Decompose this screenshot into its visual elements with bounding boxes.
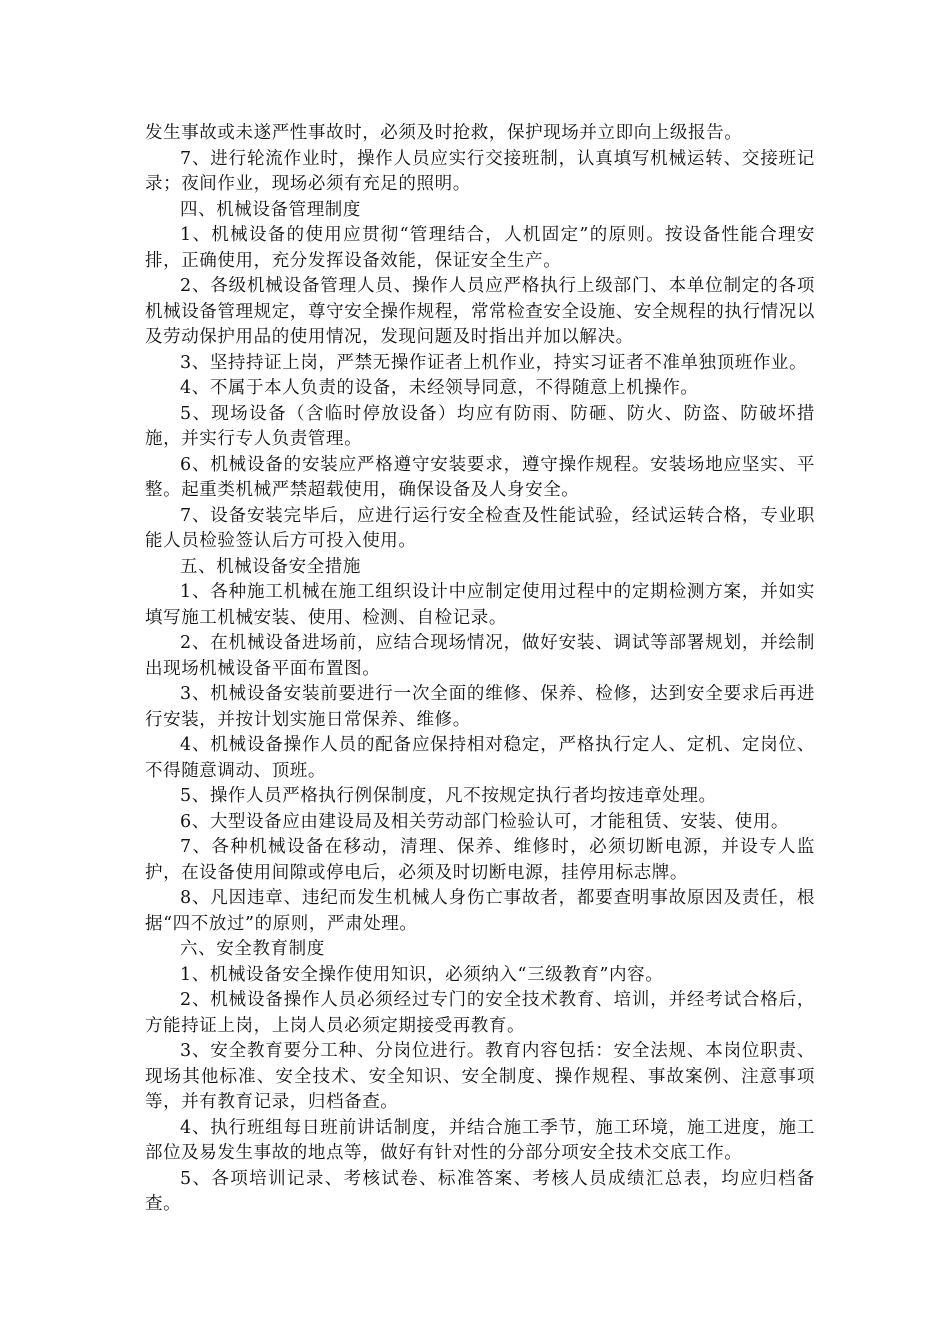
document-body (145, 121, 815, 1218)
paragraph-measures-2: 2、在机械设备进场前，应结合现场情况，做好安装、调试等部署规划，并绘制出现场机械设备平面布置图。 (145, 633, 815, 679)
paragraph-measures-1: 1、各种施工机械在施工组织设计中应制定使用过程中的定期检测方案，并如实填写施工机械安装、使用、检测、自检记录。 (145, 582, 815, 628)
paragraph-management-3: 3、坚持持证上岗，严禁无操作证者上机作业，持实习证者不准单独顶班作业。 (180, 352, 808, 373)
section-heading-equipment-management: 四、机械设备管理制度 (180, 199, 361, 220)
paragraph-accident-report: 发生事故或未遂严性事故时，必须及时抢救，保护现场并立即向上级报告。 (145, 123, 743, 143)
paragraph-management-2: 2、各级机械设备管理人员、操作人员应严格执行上级部门、本单位制定的各项机械设备管理规定，尊守安全操作规程，常常检查安全设施、安全规程的执行情况以及劳动保护用品的使用情况，发现问题及时指出并加以解决。 (145, 276, 815, 347)
section-heading-safety-measures: 五、机械设备安全措施 (180, 556, 361, 577)
paragraph-education-4: 4、执行班组每日班前讲话制度，并结合施工季节，施工环境，施工进度，施工部位及易发生事故的地点等，做好有针对性的分部分项安全技术交底工作。 (145, 1117, 815, 1163)
paragraph-measures-8: 8、凡因违章、违纪而发生机械人身伤亡事故者，都要查明事故原因及责任，根据“四不放过”的原则，严肃处理。 (145, 888, 815, 934)
paragraph-management-4: 4、不属于本人负责的设备，未经领导同意，不得随意上机操作。 (180, 378, 699, 398)
paragraph-education-3: 3、安全教育要分工种、分岗位进行。教育内容包括：安全法规、本岗位职责、现场其他标准、安全技术、安全知识、安全制度、操作规程、事故案例、注意事项等，并有教育记录，归档备查。 (145, 1041, 815, 1112)
paragraph-measures-5: 5、操作人员严格执行例保制度，凡不按规定执行者均按违章处理。 (180, 786, 717, 806)
paragraph-education-2: 2、机械设备操作人员必须经过专门的安全技术教育、培训，并经考试合格后，方能持证上岗，上岗人员必须定期接受再教育。 (145, 990, 815, 1036)
paragraph-management-5: 5、现场设备（含临时停放设备）均应有防雨、防砸、防火、防盗、防破坏措施，并实行专人负责管理。 (145, 403, 815, 449)
paragraph-measures-4: 4、机械设备操作人员的配备应保持相对稳定，严格执行定人、定机、定岗位、不得随意调动、顶班。 (145, 735, 815, 781)
paragraph-education-1: 1、机械设备安全操作使用知识，必须纳入“三级教育”内容。 (180, 964, 664, 985)
paragraph-management-7: 7、设备安装完毕后，应进行运行安全检查及性能试验，经试运转合格，专业职能人员检验签认后方可投入使用。 (145, 505, 815, 551)
paragraph-shift-handover: 7、进行轮流作业时，操作人员应实行交接班制，认真填写机械运转、交接班记录；夜间作业，现场必须有充足的照明。 (145, 148, 815, 194)
paragraph-measures-7: 7、各种机械设备在移动，清理、保养、维修时，必须切断电源，并设专人监护，在设备使用间隙或停电后，必须及时切断电源，挂停用标志牌。 (145, 837, 815, 883)
paragraph-measures-6: 6、大型设备应由建设局及相关劳动部门检验认可，才能租赁、安装、使用。 (180, 811, 790, 832)
paragraph-management-1: 1、机械设备的使用应贯彻“管理结合，人机固定”的原则。按设备性能合理安排，正确使用，充分发挥设备效能，保证安全生产。 (145, 225, 815, 271)
section-heading-safety-education: 六、安全教育制度 (180, 939, 325, 959)
paragraph-measures-3: 3、机械设备安装前要进行一次全面的维修、保养、检修，达到安全要求后再进行安装，并按计划实施日常保养、维修。 (145, 684, 815, 730)
paragraph-education-5: 5、各项培训记录、考核试卷、标准答案、考核人员成绩汇总表，均应归档备查。 (145, 1168, 815, 1214)
paragraph-management-6: 6、机械设备的安装应严格遵守安装要求，遵守操作规程。安装场地应坚实、平整。起重类机械严禁超载使用，确保设备及人身安全。 (145, 454, 815, 500)
